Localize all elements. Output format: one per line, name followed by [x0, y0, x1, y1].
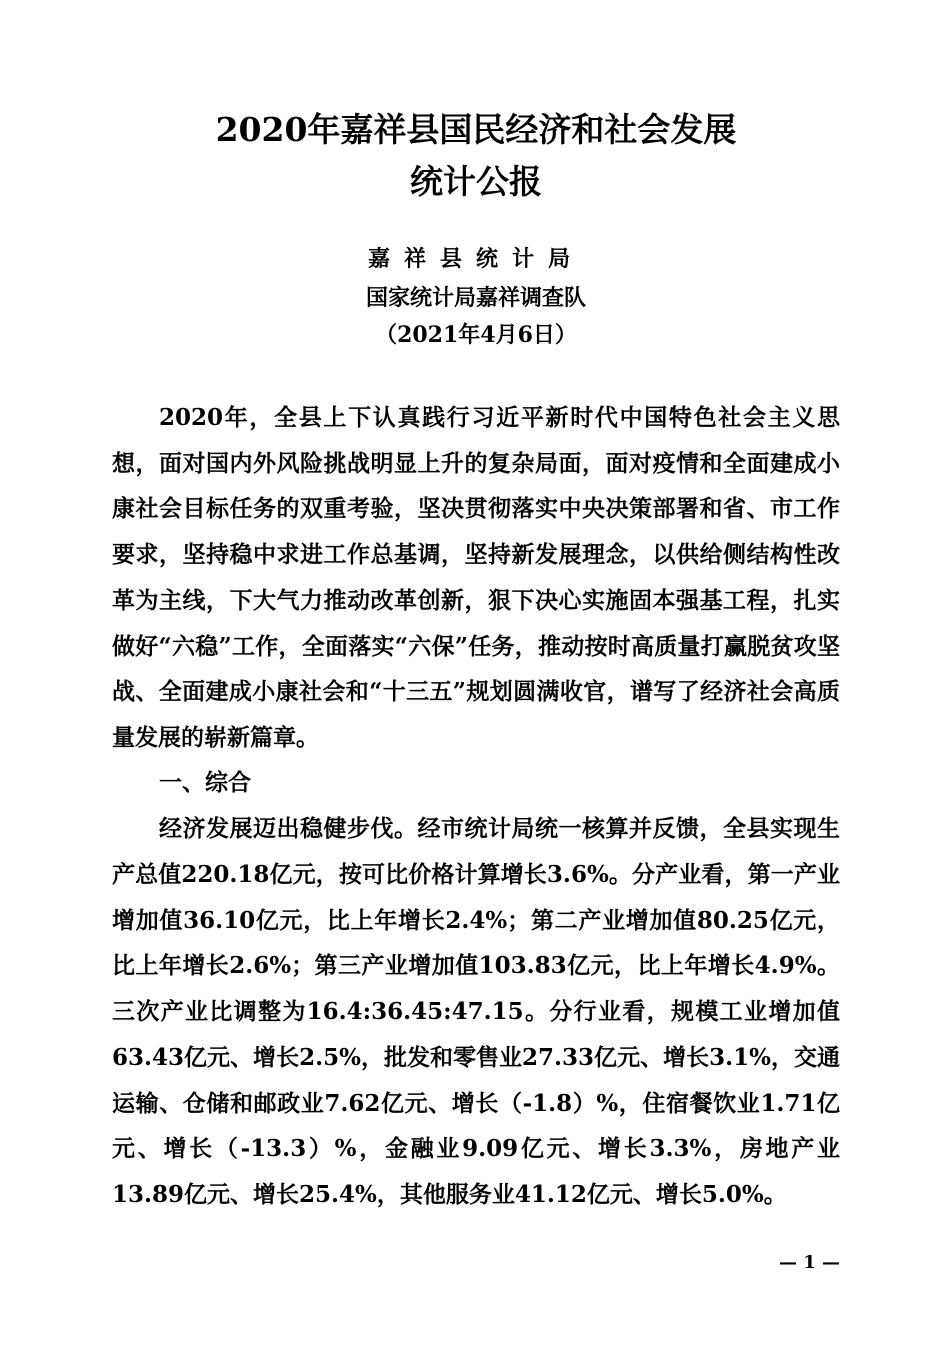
intro-paragraph: 2020年，全县上下认真践行习近平新时代中国特色社会主义思想，面对国内外风险挑战明显上升的复杂局面，面对疫情和全面建成小康社会目标任务的双重考验，坚决贯彻落实中央决策部署和省、市工作要求，坚持稳中求进工作总基调，坚持新发展理念，以供给侧结构性改革为主线，下大气力推动改革创新，狠下决心实施固本强基工程，扎实做好“六稳”工作，全面落实“六保”任务，推动按时高质量打赢脱贫攻坚战、全面建成小康社会和“十三五”规划圆满收官，谱写了经济社会高质量发展的崭新篇章。: [112, 404, 840, 751]
page-number: — 1 —: [778, 1252, 840, 1273]
author-bureau: 嘉祥县统计局: [367, 246, 584, 272]
document-title-line2: 统计公报: [410, 162, 542, 201]
document-body: [112, 395, 840, 1218]
document-title-line1: 2020年嘉祥县国民经济和社会发展: [215, 110, 737, 149]
section-heading: 一、综合: [159, 769, 251, 796]
section-paragraph: 经济发展迈出稳健步伐。经市统计局统一核算并反馈，全县实现生产总值220.18亿元，按可比价格计算增长3.6%。分产业看，第一产业增加值36.10亿元，比上年增长2.4%；第二产业增加值80.25亿元，比上年增长2.6%；第三产业增加值103.83亿元，比上年增长4.9%。三次产业比调整为16.4:36.45:47.15。分行业看，规模工业增加值63.43亿元、增长2.5%，批发和零售业27.33亿元、增长3.1%，交通运输、仓储和邮政业7.62亿元、增长（-1.8）%，住宿餐饮业1.71亿元、增长（-13.3）%，金融业9.09亿元、增长3.3%，房地产业13.89亿元、增长25.4%，其他服务业41.12亿元、增长5.0%。: [112, 815, 840, 1208]
publication-date: （2021年4月6日）: [375, 322, 577, 348]
author-survey-team: 国家统计局嘉祥调查队: [365, 285, 586, 311]
